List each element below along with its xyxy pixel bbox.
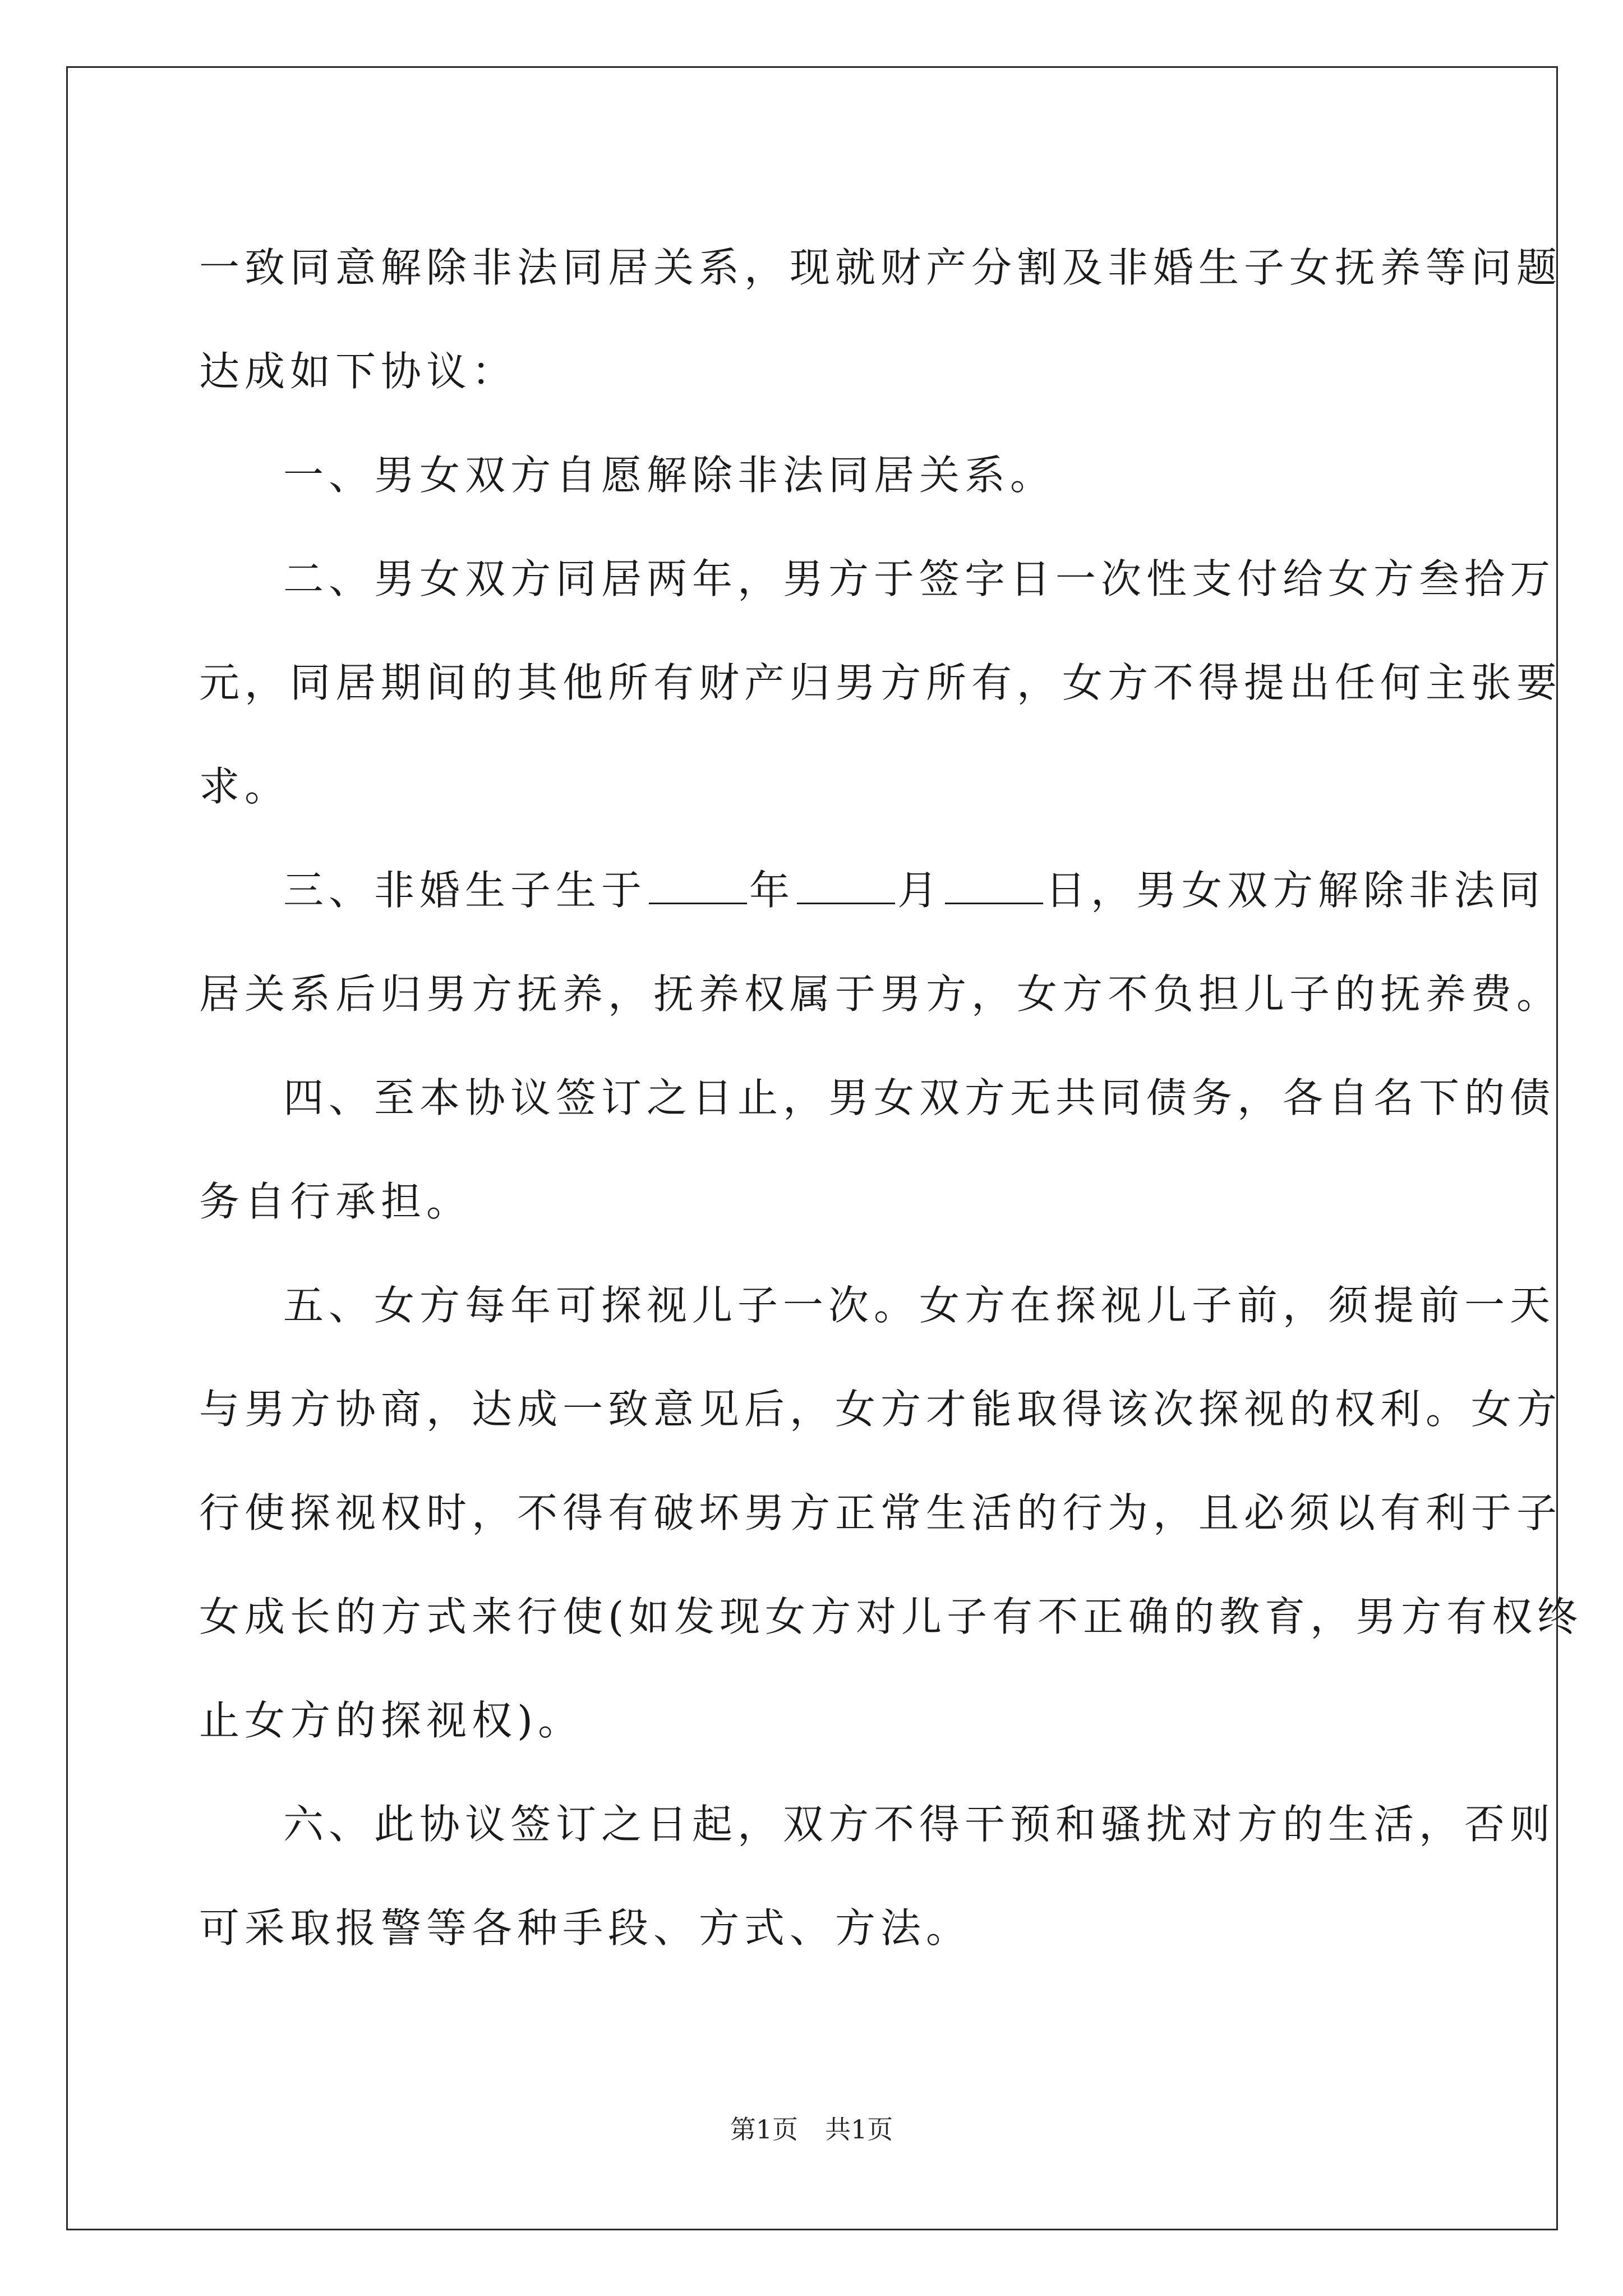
- text-line: 止女方的探视权)。: [199, 1697, 584, 1744]
- text-line: 一、男女双方自愿解除非法同居关系。: [283, 452, 1056, 499]
- text-line: 元，同居期间的其他所有财产归男方所有，女方不得提出任何主张要: [199, 659, 1562, 706]
- text-line: 五、女方每年可探视儿子一次。女方在探视儿子前，须提前一天: [283, 1282, 1556, 1329]
- page-footer: [0, 2109, 1623, 2146]
- text-line: 务自行承担。: [199, 1178, 472, 1225]
- text-line: 女成长的方式来行使(如发现女方对儿子有不正确的教育，男方有权终: [199, 1593, 1583, 1640]
- day-suffix: 日，男女双方解除非法同: [1045, 867, 1546, 914]
- text-line: 行使探视权时，不得有破坏男方正常生活的行为，且必须以有利于子: [199, 1489, 1562, 1536]
- text-line: 一致同意解除非法同居关系，现就财产分割及非婚生子女抚养等问题: [199, 244, 1562, 291]
- page-total: 共1页: [825, 2114, 893, 2145]
- clause-1: [199, 424, 1430, 527]
- clause-3-prefix: 三、非婚生子生于: [283, 867, 647, 914]
- text-line: 与男方协商，达成一致意见后，女方才能取得该次探视的权利。女方: [199, 1386, 1562, 1433]
- text-line: 四、至本协议签订之日止，男女双方无共同债务，各自名下的债: [283, 1074, 1556, 1121]
- day-blank: [945, 869, 1043, 904]
- paragraph-intro: [199, 216, 1562, 424]
- clause-4: [199, 1046, 1556, 1254]
- text-line-with-blanks: [199, 839, 1546, 942]
- text-line: 居关系后归男方抚养，抚养权属于男方，女方不负担儿子的抚养费。: [199, 970, 1562, 1018]
- month-blank: [797, 869, 895, 904]
- agreement-body: [199, 216, 1583, 1980]
- year-label: 年: [749, 867, 795, 914]
- clause-6: [199, 1773, 1556, 1980]
- clause-5: [199, 1254, 1583, 1773]
- clause-3: [199, 839, 1562, 1046]
- month-label: 月: [897, 867, 943, 914]
- text-line: 二、男女双方同居两年，男方于签字日一次性支付给女方叁拾万: [283, 555, 1556, 602]
- clause-2: [199, 527, 1562, 839]
- text-line: 求。: [199, 763, 291, 810]
- text-line: 六、此协议签订之日起，双方不得干预和骚扰对方的生活，否则: [283, 1801, 1556, 1848]
- text-line: 可采取报警等各种手段、方式、方法。: [199, 1904, 972, 1952]
- text-line: 达成如下协议：: [199, 348, 518, 395]
- year-blank: [649, 869, 747, 904]
- page-number: 第1页: [730, 2114, 798, 2145]
